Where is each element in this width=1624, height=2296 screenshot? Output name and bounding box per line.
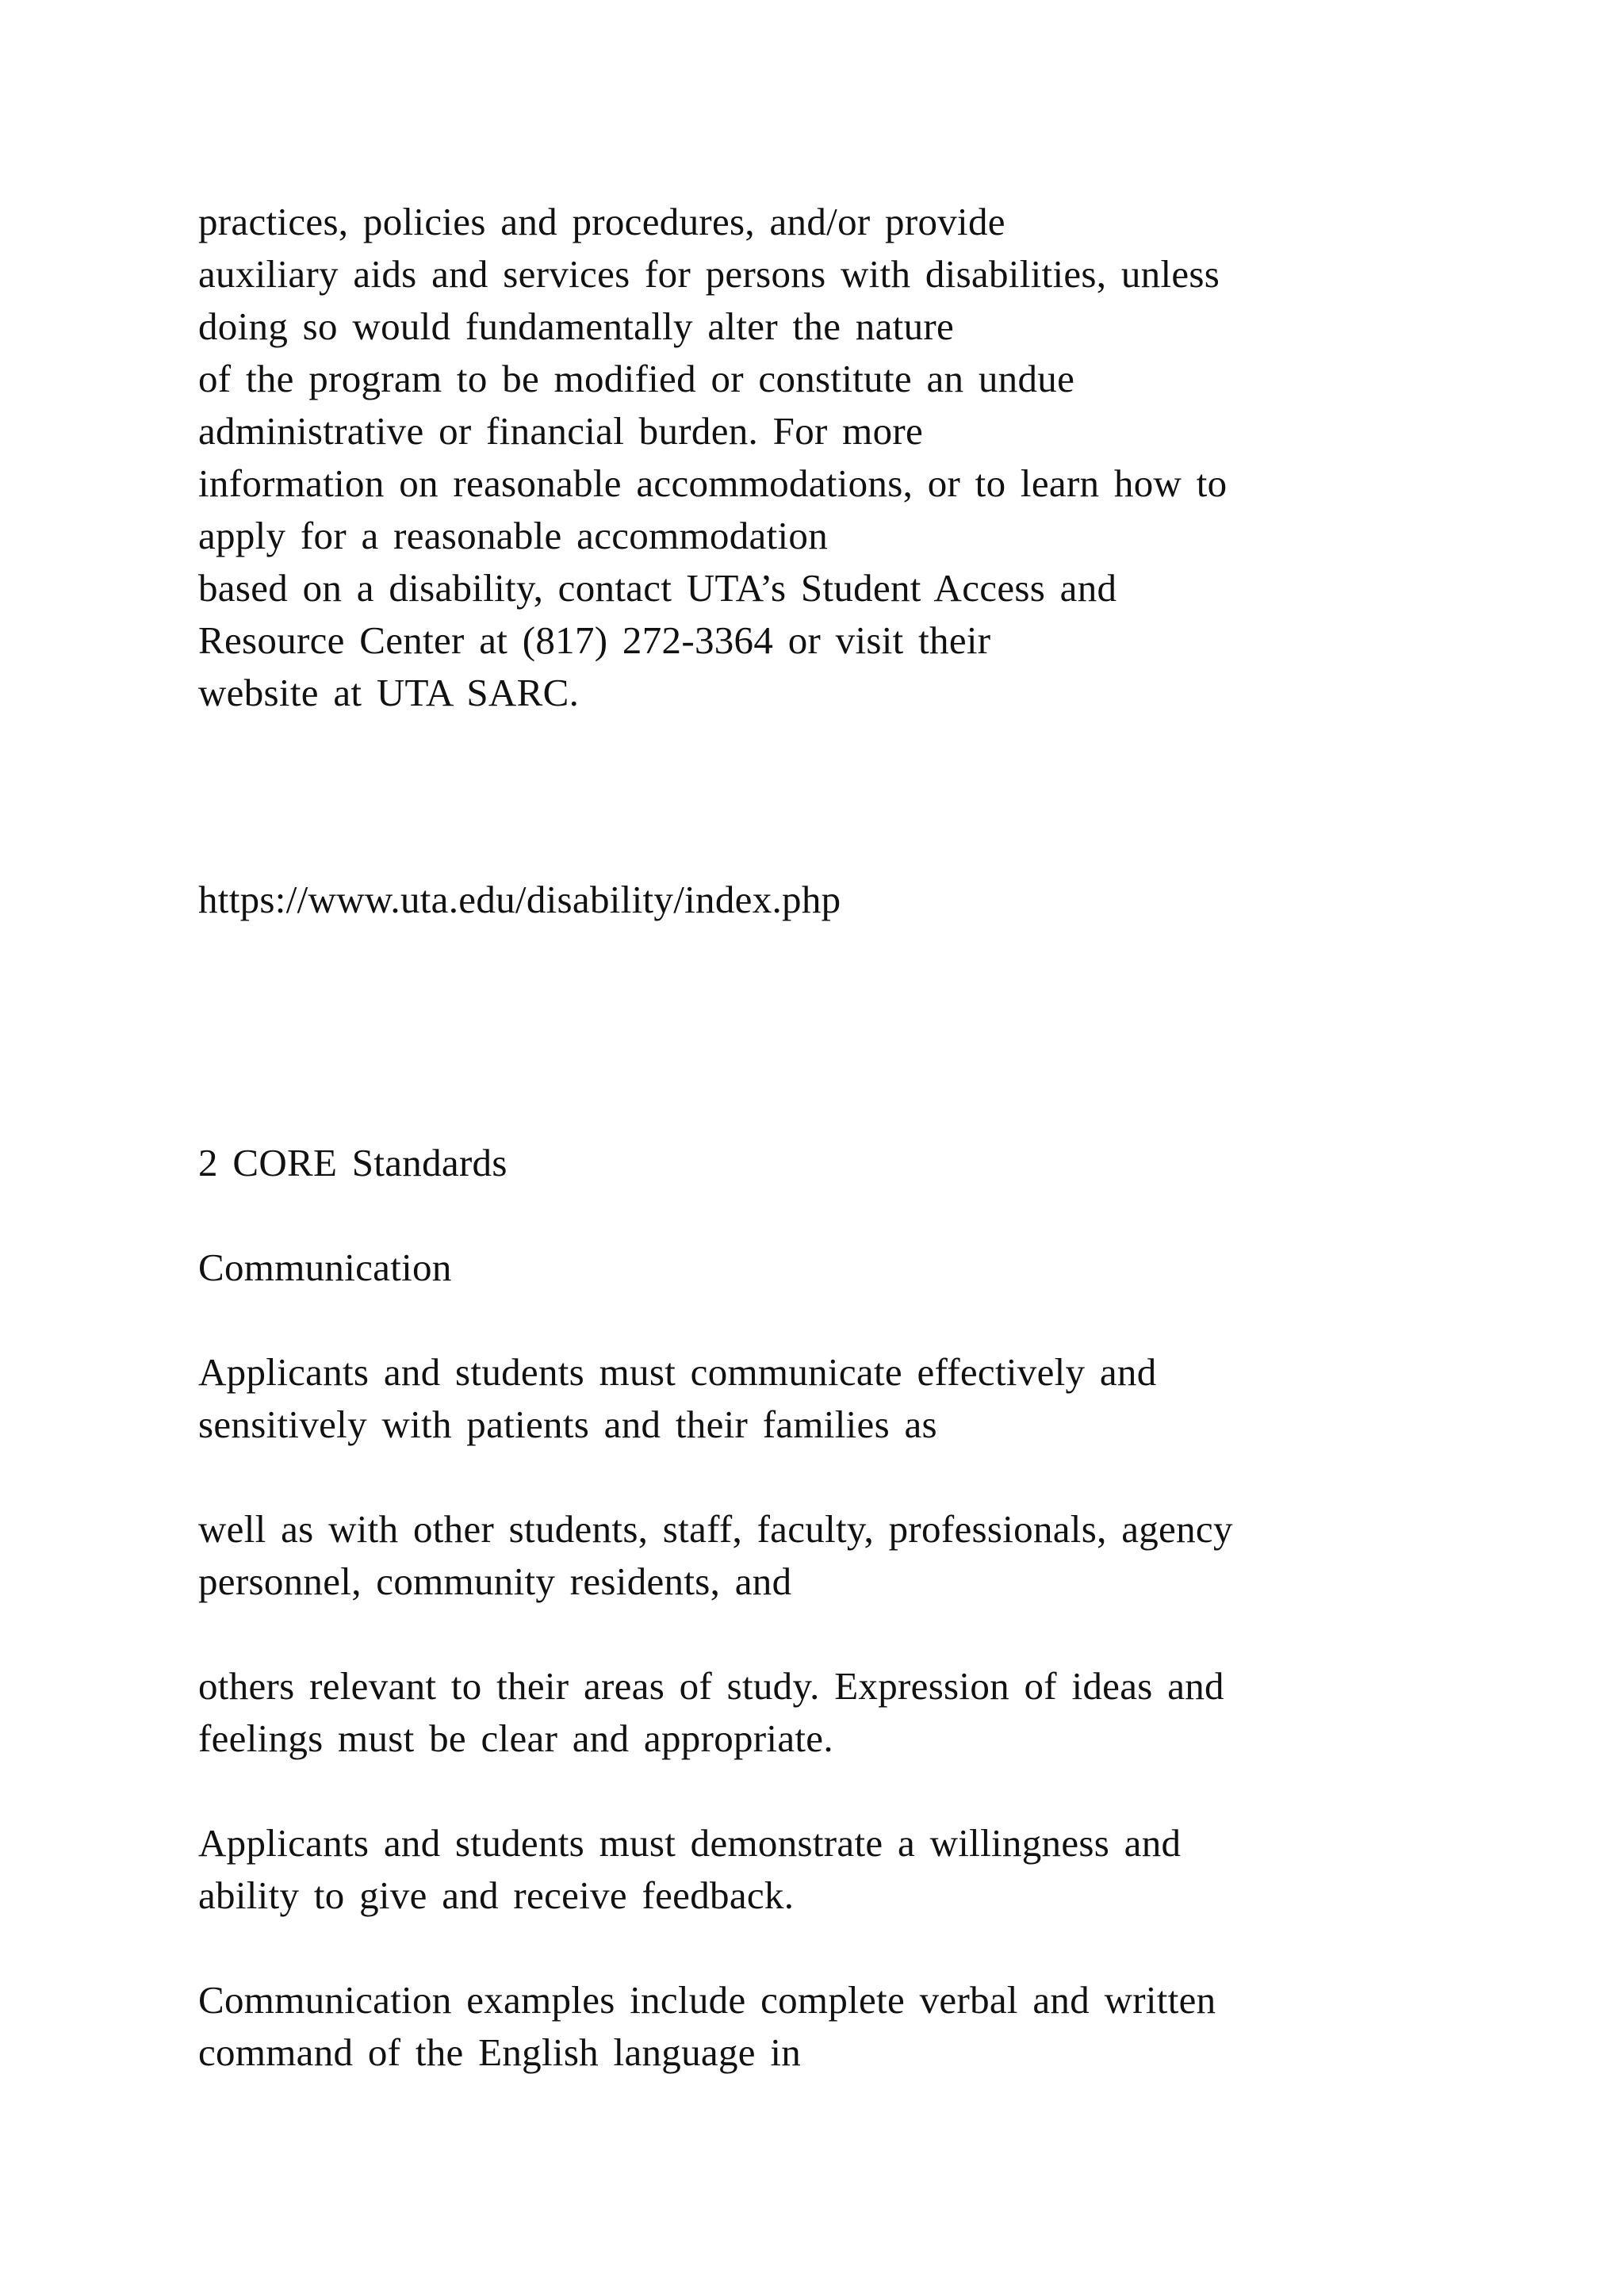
body-text-line: information on reasonable accommodations, or to learn how to xyxy=(198,461,1228,505)
body-text-line: command of the English language in xyxy=(198,2030,802,2074)
body-text-line: Communication examples include complete verbal and written xyxy=(198,1978,1216,2022)
body-text-line: feelings must be clear and appropriate. xyxy=(198,1716,833,1760)
body-text-line: of the program to be modified or constitute an undue xyxy=(198,357,1075,400)
body-text-line: based on a disability, contact UTA’s Student Access and xyxy=(198,566,1117,610)
subheading: Communication xyxy=(198,1246,452,1289)
body-text-line: Applicants and students must demonstrate a willingness and xyxy=(198,1821,1182,1865)
body-text-line: personnel, community residents, and xyxy=(198,1559,792,1603)
section-heading: 2 CORE Standards xyxy=(198,1141,508,1184)
body-text-line: sensitively with patients and their families as xyxy=(198,1402,937,1446)
body-text-line: Resource Center at (817) 272-3364 or visit their xyxy=(198,618,991,662)
body-text-line: apply for a reasonable accommodation xyxy=(198,514,828,557)
body-text-line: others relevant to their areas of study. Expression of ideas and xyxy=(198,1664,1224,1708)
body-text-line: ability to give and receive feedback. xyxy=(198,1873,795,1917)
body-text-line: doing so would fundamentally alter the nature xyxy=(198,304,955,348)
body-text-line: well as with other students, staff, faculty, professionals, agency xyxy=(198,1507,1233,1551)
body-text-line: auxiliary aids and services for persons with disabilities, unless xyxy=(198,252,1220,296)
body-text-line: practices, policies and procedures, and/or provide xyxy=(198,200,1005,243)
body-text-line: website at UTA SARC. xyxy=(198,671,580,714)
body-text-line: Applicants and students must communicate effectively and xyxy=(198,1350,1157,1394)
body-text-line: administrative or financial burden. For more xyxy=(198,409,924,453)
url-text: https://www.uta.edu/disability/index.php xyxy=(198,878,841,921)
